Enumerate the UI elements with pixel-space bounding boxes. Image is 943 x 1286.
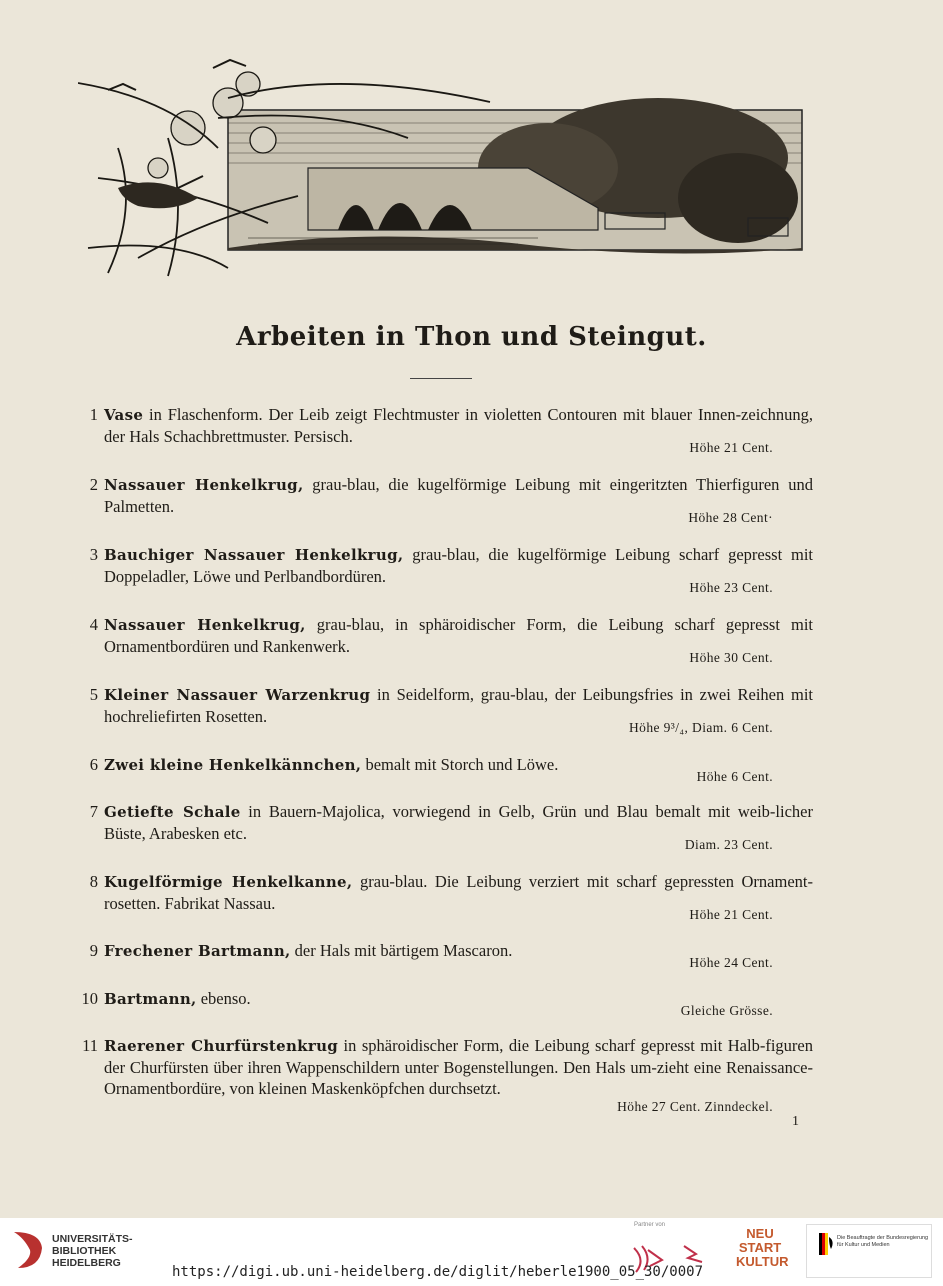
federal-eagle-icon [819,1233,835,1255]
entry-title: Zwei kleine Henkelkännchen, [104,756,362,774]
catalog-entry [80,684,813,735]
entry-dimensions: Höhe 30 Cent. [689,650,773,665]
page-url-link[interactable]: https://digi.ub.uni-heidelberg.de/diglit/heberle1900_05_30/0007 [172,1264,704,1280]
entry-description: in Flaschenform. Der Leib zeigt Flechtmuster in violetten Contouren mit blauer Innen-zeichnung, der Hals Schachbrettmuster. Persisch. [104,405,813,446]
entry-description: in sphäroidischer Form, die Leibung scharf gepresst mit Halb-figuren der Churfürsten über ihren Wappenschildern unter Bogenstellungen. Den Hals um-zieht eine Renaissance-Ornamentbordüre, von kleinen Maskenköpfchen durchsetzt. [104,1036,813,1098]
entry-number: 1 [89,405,98,424]
entry-title: Nassauer Henkelkrug, [104,616,306,634]
entry-title: Getiefte Schale [104,803,241,821]
entry-description: in Seidelform, grau-blau, der Leibungsfries in zwei Reihen mit hochreliefirten Rosetten. [104,685,813,726]
entry-number: 9 [89,941,98,960]
entry-description: grau-blau, die kugelförmige Leibung mit eingeritzten Thierfiguren und Palmetten. [104,475,813,516]
entry-title: Vase [104,406,144,424]
entry-dimensions: Höhe 21 Cent. [689,907,773,922]
entry-number: 10 [81,989,98,1008]
entry-title: Kleiner Nassauer Warzenkrug [104,686,371,704]
entry-description: grau-blau. Die Leibung verziert mit scharf gepressten Ornament-rosetten. Fabrikat Nassau. [104,872,813,913]
entry-description: grau-blau, die kugelförmige Leibung scharf gepresst mit Doppeladler, Löwe und Perlbandbordüren. [104,545,813,586]
entry-dimensions: Höhe 27 Cent. Zinndeckel. [617,1099,773,1114]
entry-number: 2 [89,475,98,494]
catalog-entry [80,404,813,455]
catalog-entry [80,614,813,665]
entry-number: 11 [82,1036,98,1055]
entry-dimensions: Höhe 9³/₄, Diam. 6 Cent. [629,720,773,735]
university-library-logo-icon[interactable] [10,1228,46,1272]
title-divider [410,378,472,379]
entry-number: 5 [89,685,98,704]
entry-dimensions: Gleiche Grösse. [680,1003,773,1018]
entry-description: der Hals mit bärtigem Mascaron. [290,941,513,960]
entry-description: bemalt mit Storch und Löwe. [361,755,559,774]
entry-dimensions: Höhe 28 Cent· [688,510,773,525]
catalog-entry [80,940,813,970]
entry-dimensions: Höhe 24 Cent. [689,955,773,970]
entry-title: Raerener Churfürstenkrug [104,1037,339,1055]
page-title: Arbeiten in Thon und Steingut. [236,322,707,352]
viewer-footer [0,1218,943,1286]
entry-description: in Bauern-Majolica, vorwiegend in Gelb, Grün und Blau bemalt mit weib-licher Büste, Arabesken etc. [104,802,813,843]
neustart-kultur-logo[interactable]: NEU START KULTUR [736,1226,789,1269]
entry-dimensions: Diam. 23 Cent. [684,837,773,852]
entry-title: Bartmann, [104,990,197,1008]
catalog-entry [80,754,813,784]
entry-number: 7 [89,802,98,821]
university-library-name[interactable]: UNIVERSITÄTS- BIBLIOTHEK HEIDELBERG [52,1233,133,1269]
landscape-vignette-illustration [78,48,806,278]
catalog-entry [80,544,813,595]
entry-title: Frechener Bartmann, [104,942,291,960]
entry-dimensions: Höhe 21 Cent. [689,440,773,455]
entry-description: ebenso. [196,989,251,1008]
catalog-entry [80,801,813,852]
entry-title: Kugelförmige Henkelkanne, [104,873,353,891]
entry-number: 4 [89,615,98,634]
entry-dimensions: Höhe 6 Cent. [696,769,773,784]
entry-number: 8 [89,872,98,891]
bkm-caption: Die Beauftragte der Bundesregierung für Kultur und Medien [837,1235,929,1248]
catalog-entry [80,1035,813,1114]
entry-title: Nassauer Henkelkrug, [104,476,304,494]
page-number: 1 [792,1114,799,1129]
catalog-entry [80,871,813,922]
catalog-entry [80,988,813,1018]
partner-label: Partner von [634,1222,666,1228]
entry-description: grau-blau, in sphäroidischer Form, die Leibung scharf gepresst mit Ornamentbordüren und Rankenwerk. [104,615,813,656]
catalog-entry [80,474,813,525]
entry-number: 3 [89,545,98,564]
bkm-logo[interactable] [806,1224,932,1278]
entry-number: 6 [89,755,98,774]
entry-title: Bauchiger Nassauer Henkelkrug, [104,546,404,564]
entry-dimensions: Höhe 23 Cent. [689,580,773,595]
